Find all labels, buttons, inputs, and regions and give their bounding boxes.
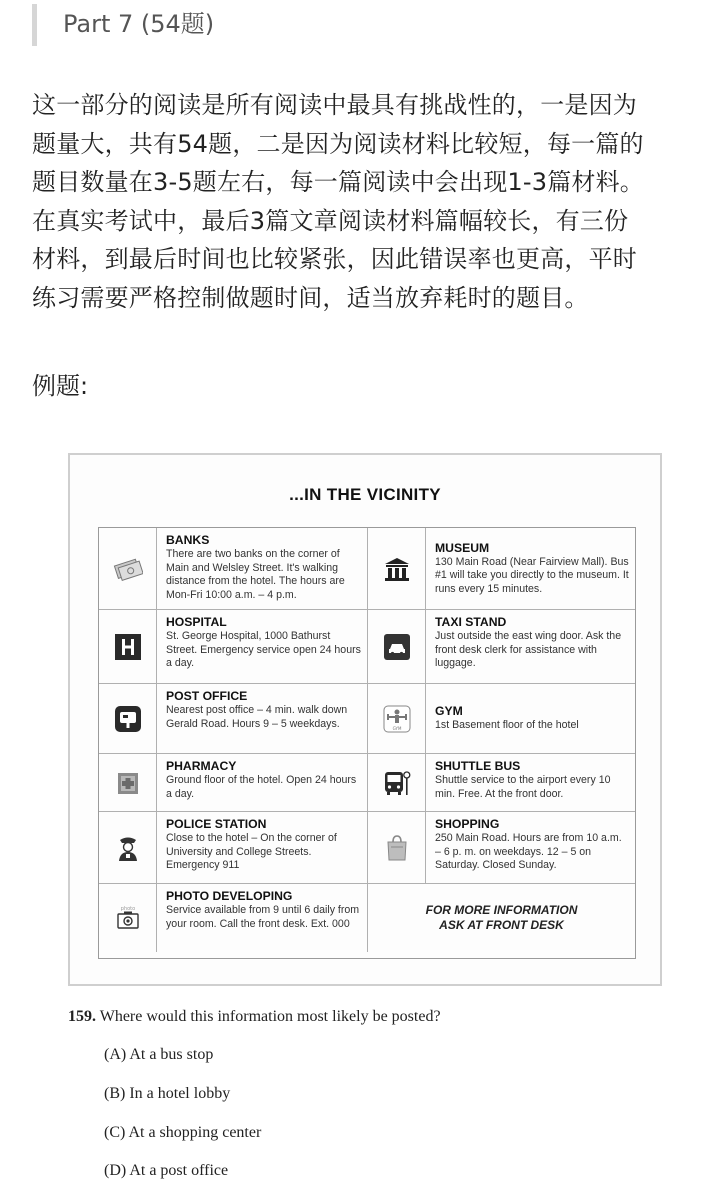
answer-option-c: (C) At a shopping center: [104, 1124, 262, 1141]
shopping-entry: [426, 812, 635, 884]
more-info-note: [368, 884, 635, 952]
vicinity-grid: [98, 527, 636, 959]
entry-title: SHOPPING: [435, 817, 500, 831]
more-info-line: FOR MORE INFORMATION: [425, 903, 578, 917]
camera-icon-caption: photo: [120, 906, 135, 912]
pharmacy-icon: [99, 754, 157, 812]
paragraph-line: 在真实考试中，最后3篇文章阅读材料篇幅较长，有三份: [32, 206, 629, 235]
answer-option-d: (D) At a post office: [104, 1162, 229, 1179]
question-number: 159.: [68, 1008, 96, 1025]
taxi-icon: [368, 610, 426, 684]
paragraph-line: 题量大，共有54题，二是因为阅读材料比较短，每一篇的: [32, 129, 644, 158]
vicinity-notice-image: [68, 453, 662, 986]
entry-text: 1st Basement floor of the hotel: [435, 719, 579, 732]
post-office-icon: [99, 684, 157, 754]
entry-title: POLICE STATION: [166, 817, 267, 831]
shopping-bag-icon: [368, 812, 426, 884]
pharmacy-entry: [157, 754, 368, 812]
entry-title: GYM: [435, 704, 463, 719]
entry-text: 250 Main Road. Hours are from 10 a.m. – 6 p. m. on weekdays. 12 – 5 on Saturday. Closed Sunday.: [435, 832, 622, 872]
entry-title: SHUTTLE BUS: [435, 759, 521, 773]
entry-text: St. George Hospital, 1000 Bathurst Street. Emergency service open 24 hours a day.: [166, 630, 361, 670]
paragraph-line: 材料，到最后时间也比较紧张，因此错误率也更高，平时: [32, 245, 637, 273]
entry-title: PHOTO DEVELOPING: [166, 889, 293, 903]
example-label: 例题:: [32, 372, 89, 400]
gym-icon-caption: GYM: [392, 725, 401, 731]
question-text: Where would this information most likely be posted?: [99, 1008, 441, 1025]
entry-title: TAXI STAND: [435, 615, 507, 629]
police-station-entry: [157, 812, 368, 884]
entry-title: BANKS: [166, 533, 210, 547]
section-heading: Part 7 (54题): [32, 4, 663, 46]
hospital-icon: [99, 610, 157, 684]
gym-entry: [426, 684, 635, 754]
museum-icon: [368, 528, 426, 610]
question-159: [68, 1008, 441, 1026]
gym-icon: [368, 684, 426, 754]
shuttle-bus-icon: [368, 754, 426, 812]
taxi-entry: [426, 610, 635, 684]
post-office-entry: [157, 684, 368, 754]
paragraph-line: 题目数量在3-5题左右，每一篇阅读中会出现1-3篇材料。: [32, 168, 644, 196]
more-info-line: ASK AT FRONT DESK: [439, 918, 564, 932]
notice-title: ...IN THE VICINITY: [289, 485, 441, 504]
entry-text: Service available from 9 until 6 daily from your room. Call the front desk. Ext. 000: [166, 904, 360, 930]
photo-developing-entry: [157, 884, 368, 952]
paragraph-line: 这一部分的阅读是所有阅读中最具有挑战性的，一是因为: [32, 91, 637, 119]
entry-text: 130 Main Road (Near Fairview Mall). Bus #1 will take you directly to the museum. It runs every 15 minutes.: [435, 555, 629, 595]
entry-text: Shuttle service to the airport every 10 min. Free. At the front door.: [435, 774, 611, 800]
shuttle-bus-entry: [426, 754, 635, 812]
entry-title: PHARMACY: [166, 759, 237, 773]
entry-text: Just outside the east wing door. Ask the front desk clerk for assistance with luggage.: [435, 630, 622, 670]
entry-title: MUSEUM: [435, 540, 490, 555]
intro-paragraph: [32, 86, 692, 317]
entry-text: Nearest post office – 4 min. walk down Gerald Road. Hours 9 – 5 weekdays.: [166, 704, 348, 730]
money-icon: [99, 528, 157, 610]
paragraph-line: 练习需要严格控制做题时间，适当放弃耗时的题目。: [32, 283, 589, 312]
banks-entry: [157, 528, 368, 610]
entry-title: POST OFFICE: [166, 689, 248, 703]
entry-text: There are two banks on the corner of Main and Welsley Street. It's walking distance from the hotel. The hours are Mon-Fri 10:00 a.m. – 4 p.m.: [166, 548, 345, 601]
answer-option-a: (A) At a bus stop: [104, 1046, 214, 1063]
entry-title: HOSPITAL: [166, 615, 227, 629]
hospital-entry: [157, 610, 368, 684]
entry-text: Close to the hotel – On the corner of University and College Streets. Emergency 911: [166, 832, 337, 872]
entry-text: Ground floor of the hotel. Open 24 hours a day.: [166, 774, 357, 800]
police-icon: [99, 812, 157, 884]
camera-icon: [99, 884, 157, 952]
answer-option-b: (B) In a hotel lobby: [104, 1085, 231, 1102]
museum-entry: [426, 528, 635, 610]
